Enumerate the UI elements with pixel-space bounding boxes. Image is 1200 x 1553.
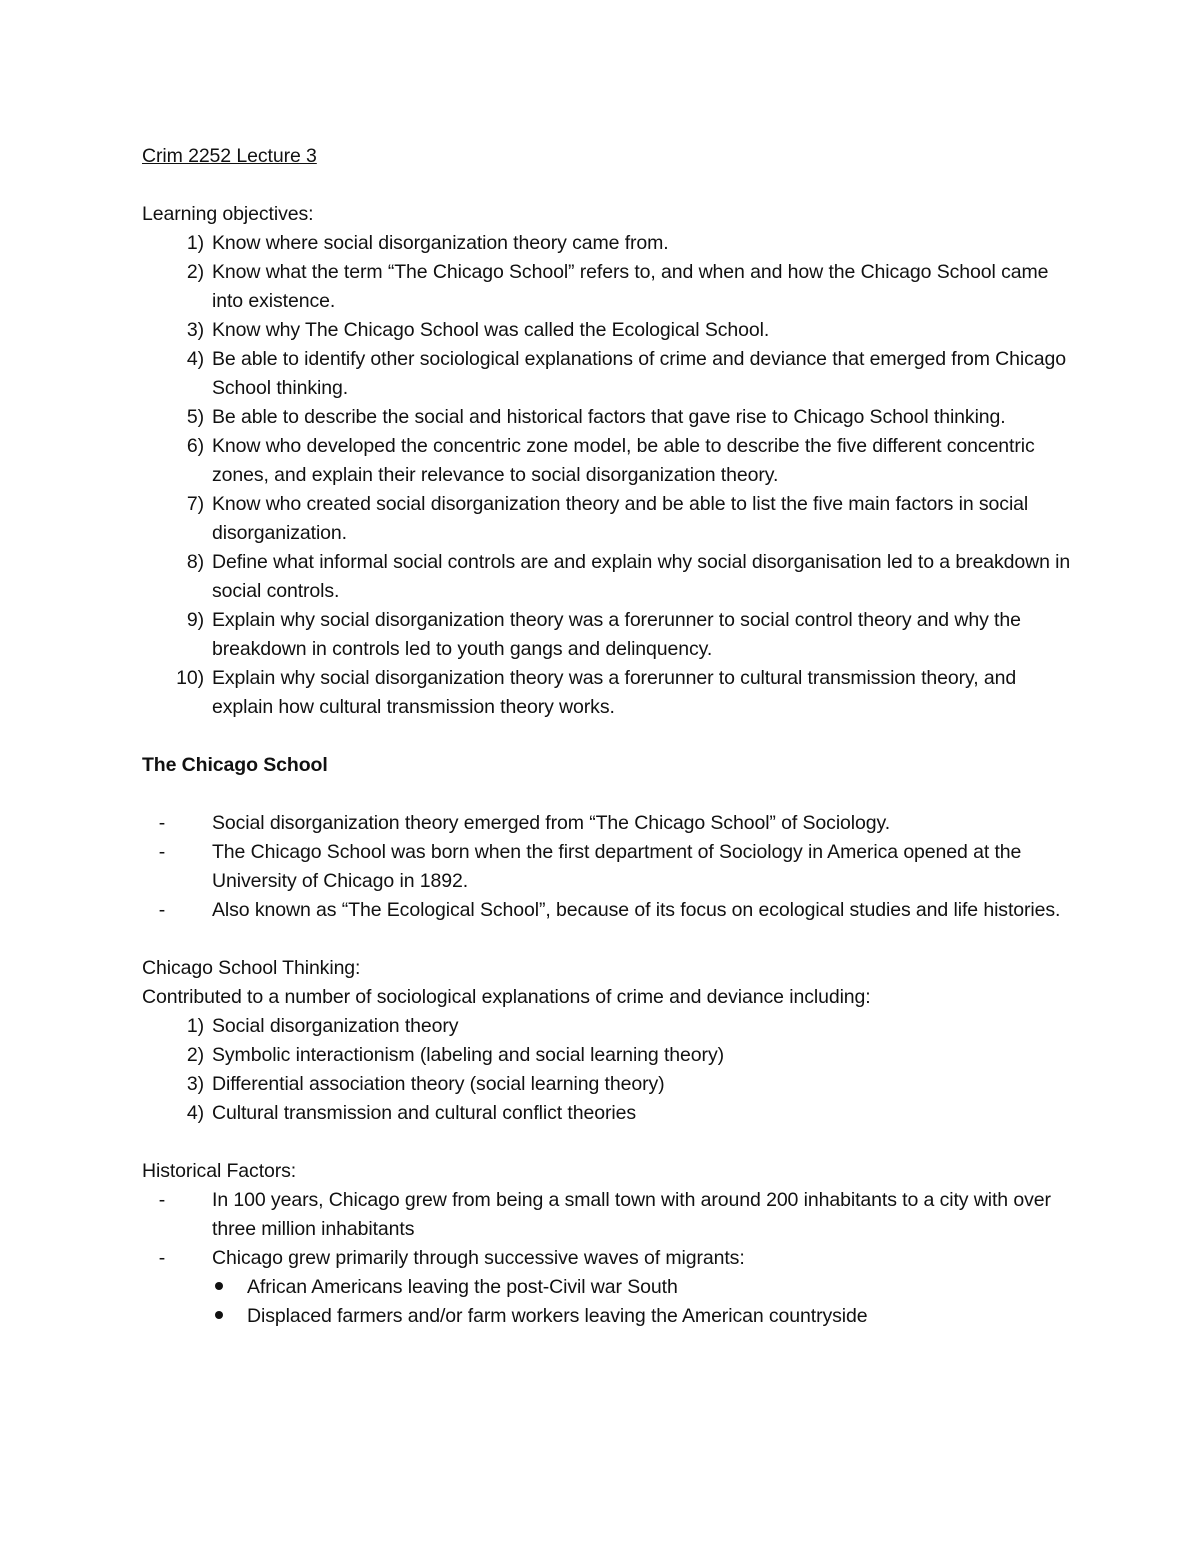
list-item — [142, 1244, 1082, 1273]
sub-list-item — [142, 1302, 1082, 1331]
list-item-text: Cultural transmission and cultural conflict theories — [212, 1102, 636, 1124]
list-item — [142, 1186, 1082, 1244]
historical-heading: Historical Factors: — [142, 1160, 297, 1182]
sub-list-item — [142, 1273, 1082, 1302]
list-number: 3) — [186, 319, 204, 341]
spacer — [142, 1128, 1082, 1157]
list-item — [142, 1012, 1082, 1041]
list-item — [142, 1070, 1082, 1099]
list-number: 3) — [186, 1073, 204, 1095]
list-number: 4) — [186, 348, 204, 370]
list-number: 5) — [186, 406, 204, 428]
dash-marker: - — [158, 841, 166, 863]
objectives-heading: Learning objectives: — [142, 203, 314, 225]
thinking-list — [142, 1012, 1082, 1128]
dash-marker: - — [158, 812, 166, 834]
objective-item — [142, 316, 1082, 345]
objective-text: Know where social disorganization theory came from. — [212, 232, 669, 254]
spacer — [142, 722, 1082, 751]
list-item-text: Social disorganization theory emerged from “The Chicago School” of Sociology. — [212, 812, 891, 834]
list-number: 4) — [186, 1102, 204, 1124]
list-number: 9) — [186, 609, 204, 631]
list-item-text: Chicago grew primarily through successive waves of migrants: — [212, 1247, 745, 1269]
list-item-text: Social disorganization theory — [212, 1015, 459, 1037]
list-item — [142, 809, 1082, 838]
sub-list-item-text: Displaced farmers and/or farm workers leaving the American countryside — [247, 1305, 868, 1327]
dash-marker: - — [158, 1247, 166, 1269]
list-item — [142, 1041, 1082, 1070]
list-number: 2) — [186, 261, 204, 283]
objective-item — [142, 403, 1082, 432]
bullet-icon — [212, 1273, 226, 1302]
list-item — [142, 838, 1082, 896]
objective-text: Define what informal social controls are and explain why social disorganisation led to a breakdown in social controls. — [212, 551, 1071, 602]
dash-marker: - — [158, 1189, 166, 1211]
objective-text: Know who created social disorganization theory and be able to list the five main factors in social disorganization. — [212, 493, 1029, 544]
objective-text: Know who developed the concentric zone model, be able to describe the five different concentric zones, and explain their relevance to social disorganization theory. — [212, 435, 1035, 486]
list-number: 7) — [186, 493, 204, 515]
objective-text: Be able to describe the social and historical factors that gave rise to Chicago School thinking. — [212, 406, 1006, 428]
list-item — [142, 1099, 1082, 1128]
spacer — [142, 171, 1082, 200]
objective-item — [142, 664, 1082, 722]
bullet-icon — [212, 1302, 226, 1331]
spacer — [142, 925, 1082, 954]
list-number: 6) — [186, 435, 204, 457]
thinking-heading: Chicago School Thinking: — [142, 957, 361, 979]
list-number: 1) — [186, 232, 204, 254]
list-number: 8) — [186, 551, 204, 573]
objective-text: Explain why social disorganization theory was a forerunner to cultural transmission theory, and explain how cultural transmission theory works. — [212, 667, 1017, 718]
sub-list-item-text: African Americans leaving the post-Civil war South — [247, 1276, 678, 1298]
list-item-text: Differential association theory (social learning theory) — [212, 1073, 665, 1095]
document-content — [142, 142, 1082, 1331]
objectives-list — [142, 229, 1082, 722]
list-item — [142, 896, 1082, 925]
objective-item — [142, 548, 1082, 606]
list-number: 2) — [186, 1044, 204, 1066]
objective-text: Know why The Chicago School was called the Ecological School. — [212, 319, 770, 341]
chicago-school-heading: The Chicago School — [142, 754, 328, 776]
objective-item — [142, 606, 1082, 664]
historical-list — [142, 1186, 1082, 1273]
chicago-school-list — [142, 809, 1082, 925]
spacer — [142, 780, 1082, 809]
objective-item — [142, 490, 1082, 548]
objective-text: Know what the term “The Chicago School” refers to, and when and how the Chicago School came into existence. — [212, 261, 1049, 312]
list-item-text: Symbolic interactionism (labeling and social learning theory) — [212, 1044, 724, 1066]
list-item-text: Also known as “The Ecological School”, because of its focus on ecological studies and life histories. — [212, 899, 1061, 921]
thinking-intro: Contributed to a number of sociological explanations of crime and deviance including: — [142, 986, 871, 1008]
document-title: Crim 2252 Lecture 3 — [142, 145, 317, 167]
objective-item — [142, 258, 1082, 316]
list-item-text: In 100 years, Chicago grew from being a small town with around 200 inhabitants to a city with over three million inhabitants — [212, 1189, 1051, 1240]
objective-text: Be able to identify other sociological explanations of crime and deviance that emerged from Chicago School thinking. — [212, 348, 1067, 399]
dash-marker: - — [158, 899, 166, 921]
objective-text: Explain why social disorganization theory was a forerunner to social control theory and why the breakdown in controls led to youth gangs and delinquency. — [212, 609, 1021, 660]
list-number: 10) — [176, 667, 204, 689]
list-item-text: The Chicago School was born when the first department of Sociology in America opened at the University of Chicago in 1892. — [212, 841, 1022, 892]
list-number: 1) — [186, 1015, 204, 1037]
objective-item — [142, 345, 1082, 403]
objective-item — [142, 432, 1082, 490]
migrants-list — [142, 1273, 1082, 1331]
objective-item — [142, 229, 1082, 258]
